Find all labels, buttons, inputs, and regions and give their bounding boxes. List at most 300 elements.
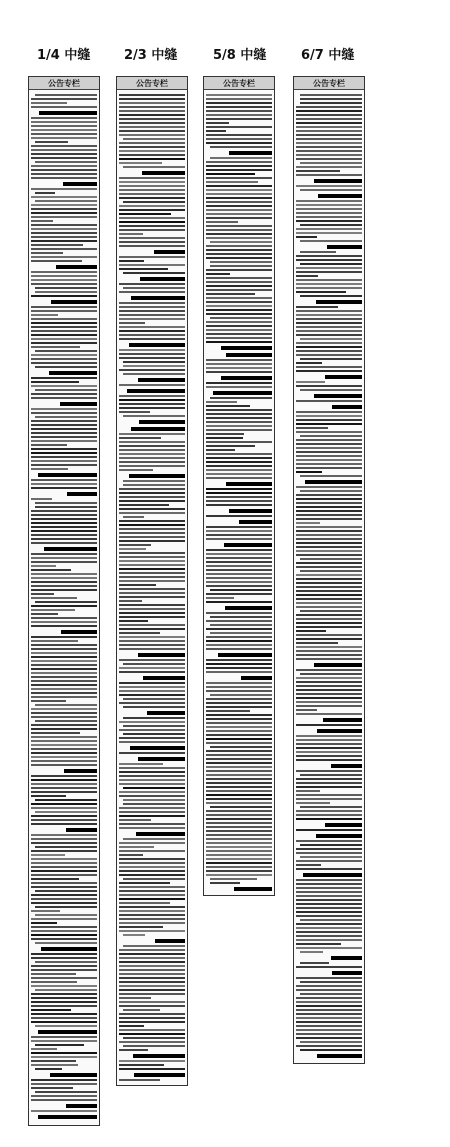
notice-heading-line	[38, 1115, 97, 1119]
text-line	[123, 799, 185, 801]
text-line	[296, 314, 362, 316]
text-line	[210, 146, 272, 148]
text-line	[123, 717, 185, 719]
text-line	[206, 313, 272, 315]
text-line	[296, 566, 362, 568]
text-line	[119, 973, 185, 975]
text-line	[31, 310, 97, 312]
text-line	[31, 448, 97, 450]
notice-heading-line	[143, 676, 185, 680]
text-line	[296, 471, 322, 473]
text-line	[31, 436, 97, 438]
text-line	[296, 126, 362, 128]
notice-heading-line	[316, 834, 362, 838]
text-line	[31, 878, 79, 880]
text-line	[31, 1009, 71, 1011]
text-line	[119, 741, 185, 743]
text-line	[296, 310, 362, 312]
text-line	[210, 589, 272, 591]
text-line	[296, 739, 362, 741]
notice-heading-line	[314, 179, 362, 183]
text-line	[300, 610, 362, 612]
text-line	[300, 251, 336, 253]
text-line	[206, 277, 272, 279]
text-line	[206, 281, 272, 283]
text-line	[206, 798, 272, 800]
text-line	[35, 799, 97, 801]
text-line	[119, 213, 171, 215]
notice-heading-line	[50, 1073, 97, 1077]
text-line	[206, 722, 272, 724]
text-line	[206, 465, 272, 467]
text-line	[119, 815, 185, 817]
text-line	[296, 514, 362, 516]
text-line	[31, 842, 97, 844]
text-line	[35, 601, 97, 603]
text-line	[206, 640, 272, 642]
text-line	[35, 141, 68, 143]
text-line	[296, 622, 362, 624]
text-line	[119, 918, 185, 920]
text-line	[31, 232, 97, 234]
text-line	[296, 751, 362, 753]
text-line	[119, 433, 185, 435]
text-line	[119, 1001, 185, 1003]
text-line	[300, 951, 323, 953]
text-line	[296, 236, 317, 238]
text-line	[35, 161, 97, 163]
text-line	[31, 775, 97, 777]
text-line	[119, 437, 161, 439]
text-line	[31, 934, 97, 936]
text-line	[206, 620, 272, 622]
text-line	[119, 648, 185, 650]
text-line	[31, 125, 97, 127]
text-line	[206, 367, 272, 369]
text-line	[119, 596, 185, 598]
text-line	[31, 165, 97, 167]
text-line	[300, 338, 362, 340]
text-line	[119, 445, 185, 447]
text-line	[119, 532, 185, 534]
text-line	[206, 597, 234, 599]
text-line	[119, 588, 185, 590]
text-line	[31, 514, 97, 516]
text-line	[31, 1064, 78, 1066]
text-line	[31, 252, 63, 254]
text-line	[119, 310, 185, 312]
text-line	[119, 193, 185, 195]
notice-heading-line	[127, 389, 185, 393]
text-line	[206, 682, 272, 684]
text-line	[206, 433, 244, 435]
text-line	[123, 945, 185, 947]
text-line	[206, 730, 272, 732]
notice-heading-line	[39, 111, 97, 115]
text-line	[119, 882, 170, 884]
text-line	[31, 985, 97, 987]
notice-heading-line	[305, 480, 362, 484]
text-line	[300, 162, 362, 164]
text-line	[206, 321, 272, 323]
text-line	[119, 177, 185, 179]
text-line	[206, 341, 272, 343]
text-line	[296, 747, 362, 749]
text-line	[31, 236, 97, 238]
text-line	[206, 229, 272, 231]
notice-heading-line	[138, 653, 185, 657]
text-line	[206, 273, 230, 275]
column-title-3: 5/8 中缝	[213, 48, 267, 63]
text-line	[296, 770, 362, 772]
text-line	[119, 989, 185, 991]
notice-heading-line	[41, 947, 97, 951]
text-line	[206, 441, 272, 443]
text-line	[210, 624, 272, 626]
text-line	[31, 625, 97, 627]
text-line	[31, 322, 97, 324]
text-line	[206, 363, 272, 365]
text-line	[31, 728, 97, 730]
text-line	[296, 895, 362, 897]
text-line	[31, 764, 97, 766]
text-line	[119, 106, 185, 108]
text-line	[31, 648, 97, 650]
text-line	[123, 516, 144, 518]
text-line	[35, 200, 97, 202]
text-line	[31, 660, 97, 662]
text-line	[119, 496, 185, 498]
text-line	[31, 428, 97, 430]
text-line	[119, 536, 185, 538]
text-line	[119, 264, 185, 266]
text-line	[31, 381, 79, 383]
text-line	[123, 663, 185, 665]
text-line	[206, 663, 272, 665]
text-line	[31, 593, 54, 595]
text-line	[300, 806, 362, 808]
text-line	[31, 424, 97, 426]
text-line	[206, 382, 272, 384]
text-line	[206, 838, 272, 840]
text-line	[119, 338, 185, 340]
text-line	[296, 423, 362, 425]
text-line	[31, 106, 97, 108]
notice-heading-line	[331, 764, 362, 768]
notice-heading-line	[218, 653, 272, 657]
notice-heading-line	[317, 729, 362, 733]
text-line	[119, 953, 185, 955]
text-line	[119, 369, 185, 371]
text-line	[206, 515, 272, 517]
text-line	[119, 126, 185, 128]
strip-header-2: 公告专栏	[117, 77, 187, 90]
text-line	[210, 878, 257, 880]
text-line	[31, 188, 97, 190]
text-line	[31, 636, 97, 638]
notice-heading-line	[213, 391, 272, 395]
notice-heading-line	[229, 151, 272, 155]
text-line	[296, 506, 362, 508]
text-line	[119, 353, 185, 355]
text-line	[296, 275, 318, 277]
text-line	[31, 283, 97, 285]
text-line	[296, 713, 362, 715]
text-line	[31, 609, 75, 611]
text-line	[296, 166, 362, 168]
text-line	[296, 118, 362, 120]
text-line	[119, 993, 185, 995]
text-line	[31, 716, 97, 718]
text-line	[31, 981, 77, 983]
text-line	[31, 605, 97, 607]
text-line	[296, 554, 362, 556]
text-line	[31, 306, 97, 308]
text-line	[119, 98, 185, 100]
text-line	[119, 997, 151, 999]
text-line	[296, 630, 326, 632]
text-line	[296, 326, 362, 328]
text-line	[206, 778, 272, 780]
text-line	[119, 763, 163, 765]
text-line	[206, 181, 258, 183]
text-line	[31, 838, 97, 840]
text-line	[296, 1009, 362, 1011]
text-line	[206, 710, 250, 712]
text-line	[119, 659, 185, 661]
text-line	[31, 684, 97, 686]
text-line	[119, 965, 185, 967]
text-line	[296, 883, 362, 885]
text-line	[31, 712, 97, 714]
text-line	[206, 534, 272, 536]
text-line	[119, 465, 185, 467]
text-line	[206, 766, 272, 768]
text-line	[31, 240, 97, 242]
text-line	[206, 726, 272, 728]
text-line	[31, 997, 97, 999]
text-line	[296, 574, 362, 576]
text-line	[300, 389, 362, 391]
text-line	[206, 118, 272, 120]
text-line	[296, 658, 362, 660]
text-line	[31, 1021, 97, 1023]
text-line	[123, 706, 185, 708]
text-line	[31, 530, 97, 532]
text-line	[296, 204, 362, 206]
text-line	[206, 309, 272, 311]
text-line	[296, 985, 362, 987]
text-line	[296, 814, 362, 816]
text-line	[296, 502, 362, 504]
text-line	[300, 358, 362, 360]
text-line	[206, 734, 272, 736]
text-line	[206, 185, 272, 187]
text-line	[31, 196, 97, 198]
notice-heading-line	[318, 194, 362, 198]
text-line	[35, 890, 97, 892]
text-line	[35, 416, 97, 418]
strip-text-block-4	[296, 92, 362, 1061]
text-line	[35, 906, 97, 908]
text-line	[300, 558, 362, 560]
text-line	[296, 598, 362, 600]
text-line	[206, 386, 272, 388]
text-line	[31, 1013, 97, 1015]
text-line	[119, 862, 185, 864]
text-line	[119, 1068, 185, 1070]
text-line	[31, 526, 97, 528]
text-line	[206, 413, 272, 415]
text-line	[296, 411, 362, 413]
text-line	[296, 255, 362, 257]
text-line	[119, 671, 185, 673]
text-line	[31, 420, 97, 422]
text-line	[206, 504, 272, 506]
text-line	[206, 738, 272, 740]
notice-heading-line	[229, 509, 272, 513]
text-line	[119, 118, 185, 120]
text-line	[296, 110, 362, 112]
text-line	[300, 774, 362, 776]
text-line	[296, 287, 362, 289]
text-line	[35, 1025, 97, 1027]
text-line	[296, 669, 362, 671]
text-line	[123, 803, 185, 805]
text-line	[119, 110, 185, 112]
strip-text-block-3	[206, 92, 272, 893]
strip-header-3: 公告专栏	[204, 77, 274, 90]
text-line	[206, 854, 272, 856]
text-line	[119, 560, 185, 562]
text-line	[31, 279, 97, 281]
text-line	[206, 209, 272, 211]
text-line	[296, 232, 362, 234]
text-line	[119, 318, 185, 320]
text-line	[296, 330, 362, 332]
text-line	[119, 1013, 185, 1015]
text-line	[31, 969, 97, 971]
text-line	[296, 705, 362, 707]
text-line	[31, 385, 97, 387]
text-line	[119, 492, 185, 494]
text-line	[300, 1041, 362, 1043]
text-line	[31, 330, 97, 332]
text-line	[296, 318, 362, 320]
text-line	[119, 906, 185, 908]
text-line	[206, 401, 237, 403]
text-line	[31, 460, 97, 462]
text-line	[119, 949, 185, 951]
text-line	[31, 585, 97, 587]
text-line	[31, 993, 97, 995]
text-line	[31, 440, 97, 442]
text-line	[31, 1079, 97, 1081]
text-line	[296, 443, 362, 445]
text-line	[31, 216, 97, 218]
text-line	[206, 106, 272, 108]
text-line	[31, 756, 97, 758]
text-line	[206, 469, 272, 471]
text-line	[119, 686, 185, 688]
text-line	[206, 169, 272, 171]
text-line	[206, 593, 272, 595]
text-line	[206, 437, 243, 439]
text-line	[206, 850, 272, 852]
text-line	[119, 441, 185, 443]
text-line	[119, 636, 185, 638]
text-line	[296, 1033, 362, 1035]
text-line	[206, 706, 272, 708]
text-line	[296, 259, 362, 261]
text-line	[210, 806, 272, 808]
text-line	[296, 114, 362, 116]
text-line	[31, 621, 97, 623]
text-line	[296, 322, 362, 324]
text-line	[296, 848, 362, 850]
text-line	[119, 130, 185, 132]
text-line	[300, 993, 362, 995]
text-line	[35, 942, 97, 944]
text-line	[31, 938, 97, 940]
text-line	[119, 752, 185, 754]
text-line	[119, 1021, 185, 1023]
notice-heading-line	[155, 939, 185, 943]
text-line	[296, 354, 362, 356]
text-line	[31, 483, 97, 485]
text-line	[119, 572, 185, 574]
text-line	[119, 241, 185, 243]
text-line	[123, 373, 185, 375]
text-line	[296, 494, 362, 496]
text-line	[119, 890, 185, 892]
text-line	[119, 158, 185, 160]
notice-heading-line	[64, 769, 97, 773]
text-line	[206, 557, 272, 559]
text-line	[31, 787, 97, 789]
text-line	[210, 616, 272, 618]
text-line	[296, 534, 362, 536]
text-line	[296, 977, 362, 979]
text-line	[119, 721, 185, 723]
text-line	[35, 811, 97, 813]
text-line	[296, 283, 362, 285]
text-line	[206, 488, 272, 490]
text-line	[206, 814, 272, 816]
text-line	[119, 233, 143, 235]
text-line	[210, 261, 272, 263]
text-line	[31, 338, 97, 340]
text-line	[119, 823, 185, 825]
text-line	[119, 898, 185, 900]
text-line	[123, 934, 145, 936]
text-line	[31, 133, 97, 135]
text-line	[31, 652, 97, 654]
text-line	[206, 445, 255, 447]
text-line	[296, 907, 362, 909]
text-line	[296, 735, 362, 737]
text-line	[31, 696, 97, 698]
text-line	[119, 469, 153, 471]
text-line	[206, 425, 272, 427]
text-line	[31, 129, 97, 131]
text-line	[210, 632, 272, 634]
text-line	[206, 718, 272, 720]
text-line	[119, 624, 185, 626]
text-line	[296, 586, 362, 588]
text-line	[296, 346, 362, 348]
text-line	[206, 858, 272, 860]
